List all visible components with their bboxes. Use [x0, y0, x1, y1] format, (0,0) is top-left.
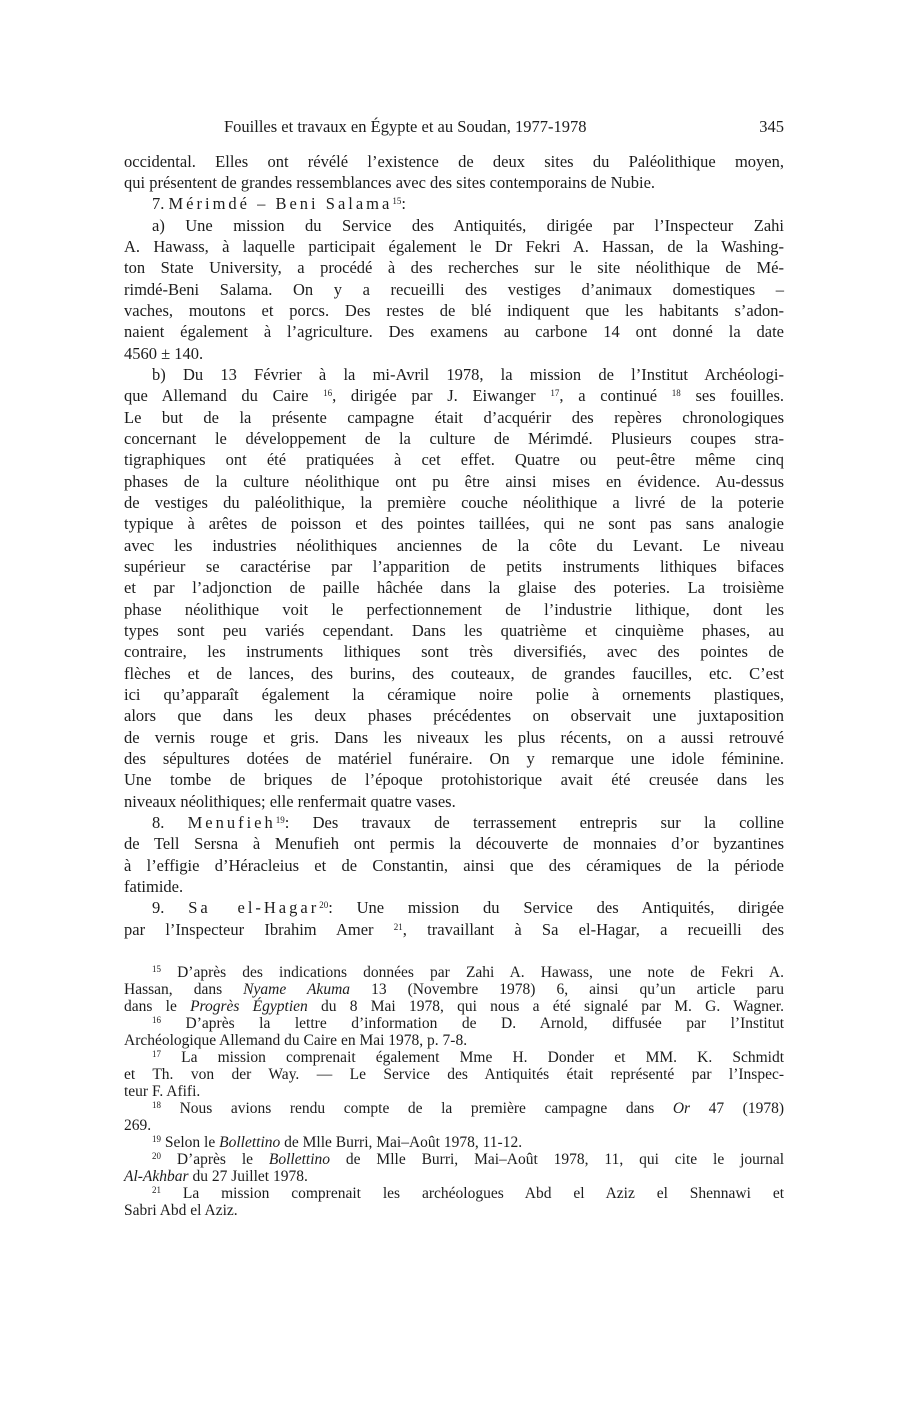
text-line: qui présentent de grandes ressemblances avec des sites contemporains de Nubie.: [124, 173, 656, 192]
section-tail: : Une mission du Service des Antiquités, dirigée: [328, 898, 784, 917]
text-line: fatimide.: [124, 877, 184, 896]
section-heading-7: [152, 194, 406, 214]
footnote-line: 269.: [124, 1117, 152, 1134]
footnote-number: 18: [152, 1100, 161, 1110]
text-line: supérieur se caractérise par l’apparition de petits instruments lithiques bifaces: [124, 557, 784, 576]
footnote-line: dans le Progrès Égyptien du 8 Mai 1978, qui nous a été signalé par M. G. Wagner.: [124, 998, 784, 1015]
text-line: 4560 ± 140.: [124, 344, 204, 363]
footnote-line: Sabri Abd el Aziz.: [124, 1202, 238, 1219]
text-line: A. Hawass, à laquelle participait également le Dr Fekri A. Hassan, de la Washing-: [124, 237, 784, 256]
footnote-18: $^{18}$ Nous avions rendu compte de la première campagne dans Or 47 (1978): [152, 1100, 785, 1117]
footnote-15: $^{15}$ D’après des indications données par Zahi A. Hawass, une note de Fekri A.: [152, 964, 784, 981]
text-line: par l’Inspecteur Ibrahim Amer $^{21}$, travaillant à Sa el-Hagar, a recueilli des: [124, 920, 784, 939]
footnote-line: teur F. Afifi.: [124, 1083, 201, 1100]
text-line: des sépultures dotées de matériel funéraire. On y remarque une idole féminine.: [124, 749, 784, 768]
text-line: alors que dans les deux phases précédentes on observait une juxtaposition: [124, 706, 784, 725]
text-line: contraire, les instruments lithiques sont très diversifiés, avec des pointes de: [124, 642, 784, 661]
footnote-ref: 15: [392, 196, 402, 206]
text-line: phase néolithique voit le perfectionnement de l’industrie lithique, dont les: [124, 600, 784, 619]
text-line: naient également à l’agriculture. Des examens au carbone 14 ont donné la date: [124, 322, 784, 341]
footnote-line: et Th. von der Way. — Le Service des Antiquités était représenté par l’Inspec-: [124, 1066, 784, 1083]
section-title: Menufieh: [187, 813, 276, 832]
footnote-number: 20: [152, 1151, 161, 1161]
section-heading-8: [152, 813, 784, 833]
text-line: concernant le développement de la culture de Mérimdé. Plusieurs coupes stra-: [124, 429, 784, 448]
footnote-number: 17: [152, 1049, 161, 1059]
footnote-ref: 19: [275, 815, 285, 825]
text-line: b) Du 13 Février à la mi-Avril 1978, la mission de l’Institut Archéologi-: [152, 365, 784, 384]
page-number: 345: [759, 117, 784, 136]
footnote-number: 16: [152, 1015, 161, 1025]
footnote-ref: 16: [323, 388, 333, 398]
text-line: niveaux néolithiques; elle renfermait quatre vases.: [124, 792, 456, 811]
text-line: que Allemand du Caire $^{16}$, dirigée par J. Eiwanger $^{17}$, a continué $^{18}$ ses fouilles.: [124, 386, 784, 405]
footnote-ref: 17: [550, 388, 560, 398]
text-line: phases de la culture néolithique ont pu être ainsi mises en évidence. Au-dessus: [124, 472, 784, 491]
text-line: de vernis rouge et gris. Dans les niveaux les plus récents, on a aussi retrouvé: [124, 728, 784, 747]
text-line: de Tell Sersna à Menufieh ont permis la découverte de monnaies d’or byzantines: [124, 834, 784, 853]
footnote-19: $^{19}$ Selon le Bollettino de Mlle Burri, Mai–Août 1978, 11-12.: [152, 1134, 523, 1151]
section-number: 7.: [152, 194, 165, 213]
section-title: Sa el-Hagar: [188, 898, 320, 917]
text-line: flèches et de lances, des burins, des couteaux, de grandes faucilles, etc. C’est: [124, 664, 784, 683]
footnote-line: Archéologique Allemand du Caire en Mai 1978, p. 7-8.: [124, 1032, 468, 1049]
section-title: Mérimdé – Beni Salama: [168, 194, 393, 213]
footnote-21: $^{21}$ La mission comprenait les archéologues Abd el Aziz el Shennawi et: [152, 1185, 784, 1202]
footnote-number: 21: [152, 1185, 161, 1195]
section-heading-9: [152, 898, 784, 918]
footnote-20: $^{20}$ D’après le Bollettino de Mlle Burri, Mai–Août 1978, 11, qui cite le journal: [152, 1151, 785, 1168]
footnote-line: Hassan, dans Nyame Akuma 13 (Novembre 1978) 6, ainsi qu’un article paru: [124, 981, 784, 998]
text-line: à l’effigie d’Héracleius et de Constantin, ainsi que des céramiques de la période: [124, 856, 784, 875]
section-number: 8.: [152, 813, 165, 832]
section-number: 9.: [152, 898, 165, 917]
footnote-number: 19: [152, 1134, 161, 1144]
text-line: de vestiges du paléolithique, la première couche néolithique a livré de la poterie: [124, 493, 784, 512]
footnote-ref: 18: [671, 388, 681, 398]
text-line: ton State University, a procédé à des recherches sur le site néolithique de Mé-: [124, 258, 784, 277]
text-line: Une tombe de briques de l’époque protohistorique avait été creusée dans les: [124, 770, 784, 789]
text-line: tigraphiques ont été pratiquées à cet effet. Quatre ou peut-être même cinq: [124, 450, 784, 469]
footnote-ref: 20: [319, 900, 329, 910]
footnote-ref: 21: [393, 922, 403, 932]
text-line: rimdé-Beni Salama. On y a recueilli des vestiges d’animaux domestiques –: [124, 280, 784, 299]
text-line: vaches, moutons et porcs. Des restes de blé indiquent que les habitants s’adon-: [124, 301, 784, 320]
text-line: types sont peu variés cependant. Dans les quatrième et cinquième phases, au: [124, 621, 784, 640]
section-tail: : Des travaux de terrassement entrepris sur la colline: [284, 813, 784, 832]
footnote-17: $^{17}$ La mission comprenait également Mme H. Donder et MM. K. Schmidt: [152, 1049, 784, 1066]
footnote-16: $^{16}$ D’après la lettre d’information de D. Arnold, diffusée par l’Institut: [152, 1015, 785, 1032]
footnote-line: Al-Akhbar du 27 Juillet 1978.: [124, 1168, 308, 1185]
running-title: Fouilles et travaux en Égypte et au Soudan, 1977-1978: [224, 117, 587, 136]
text-line: ici qu’apparaît également la céramique noire polie à ornements plastiques,: [124, 685, 784, 704]
text-line: et par l’adjonction de paille hâchée dans la glaise des poteries. La troisième: [124, 578, 784, 597]
text-line: avec les industries néolithiques anciennes de la côte du Levant. Le niveau: [124, 536, 784, 555]
text-line: Le but de la présente campagne était d’acquérir des repères chronologiques: [124, 408, 784, 427]
text-line: a) Une mission du Service des Antiquités, dirigée par l’Inspecteur Zahi: [152, 216, 784, 235]
text-line: occidental. Elles ont révélé l’existence de deux sites du Paléolithique moyen,: [124, 152, 784, 171]
text-line: typique à arêtes de poisson et des pointes taillées, qui ne sont pas sans analogie: [124, 514, 784, 533]
running-header: [124, 117, 784, 139]
footnote-number: 15: [152, 964, 161, 974]
section-tail: :: [401, 194, 406, 213]
